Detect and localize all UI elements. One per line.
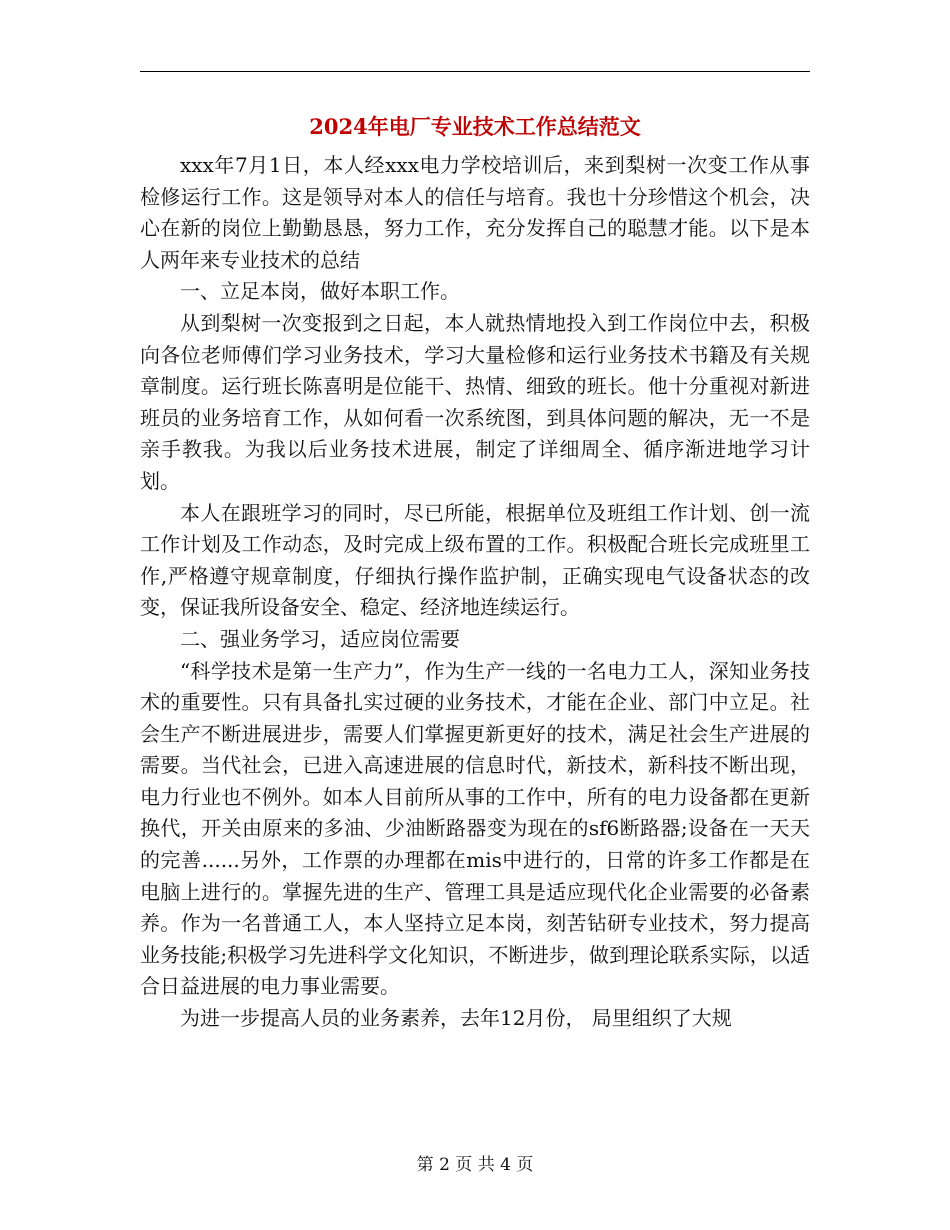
page-number-label: 第 2 页 共 4 页 (416, 1155, 534, 1175)
paragraph-section-1-a: 从到梨树一次变报到之日起，本人就热情地投入到工作岗位中去，积极向各位老师傅们学习业务技术，学习大量检修和运行业务技术书籍及有关规章制度。运行班长陈喜明是位能干、热情、细致的班长。他十分重视对新进班员的业务培育工作，从如何看一次系统图，到具体问题的解决，无一不是亲手教我。为我以后业务技术进展，制定了详细周全、循序渐进地学习计划。 (140, 310, 810, 493)
section-heading-2: 二、强业务学习，适应岗位需要 (180, 626, 460, 651)
section-heading-1: 一、立足本岗，做好本职工作。 (180, 279, 460, 304)
paragraph-section-2-a: “科学技术是第一生产力”，作为生产一线的一名电力工人，深知业务技术的重要性。只有具备扎实过硬的业务技术，才能在企业、部门中立足。社会生产不断进展进步，需要人们掌握更新更好的技术，满足社会生产进展的需要。当代社会，已进入高速进展的信息时代，新技术，新科技不断出现，电力行业也不例外。如本人目前所从事的工作中，所有的电力设备都在更新换代，开关由原来的多油、少油断路器变为现在的sf6断路器;设备在一天天的完善......另外，工作票的办理都在mis中进行的，日常的许多工作都是在电脑上进行的。掌握先进的生产、管理工具是适应现代化企业需要的必备素养。作为一名普通工人，本人坚持立足本岗，刻苦钻研专业技术，努力提高业务技能;积极学习先进科学文化知识，不断进步，做到理论联系实际，以适合日益进展的电力事业需要。 (140, 658, 810, 999)
paragraph-intro: xxx年7月1日，本人经xxx电力学校培训后，来到梨树一次变工作从事检修运行工作。这是领导对本人的信任与培育。我也十分珍惜这个机会，决心在新的岗位上勤勤恳恳，努力工作，充分发挥自己的聪慧才能。以下是本人两年来专业技术的总结 (140, 153, 810, 272)
document-body (140, 150, 810, 1035)
header-rule (140, 71, 810, 72)
page-footer (0, 1153, 950, 1177)
paragraph-section-2-b: 为进一步提高人员的业务素养，去年12月份， 局里组织了大规 (180, 1006, 732, 1031)
document-title: 2024年电厂专业技术工作总结范文 (309, 114, 641, 139)
paragraph-section-1-b: 本人在跟班学习的同时，尽已所能，根据单位及班组工作计划、创一流工作计划及工作动态，及时完成上级布置的工作。积极配合班长完成班里工作,严格遵守规章制度，仔细执行操作监护制，正确实现电气设备状态的改变，保证我所设备安全、稳定、经济地连续运行。 (140, 500, 810, 620)
